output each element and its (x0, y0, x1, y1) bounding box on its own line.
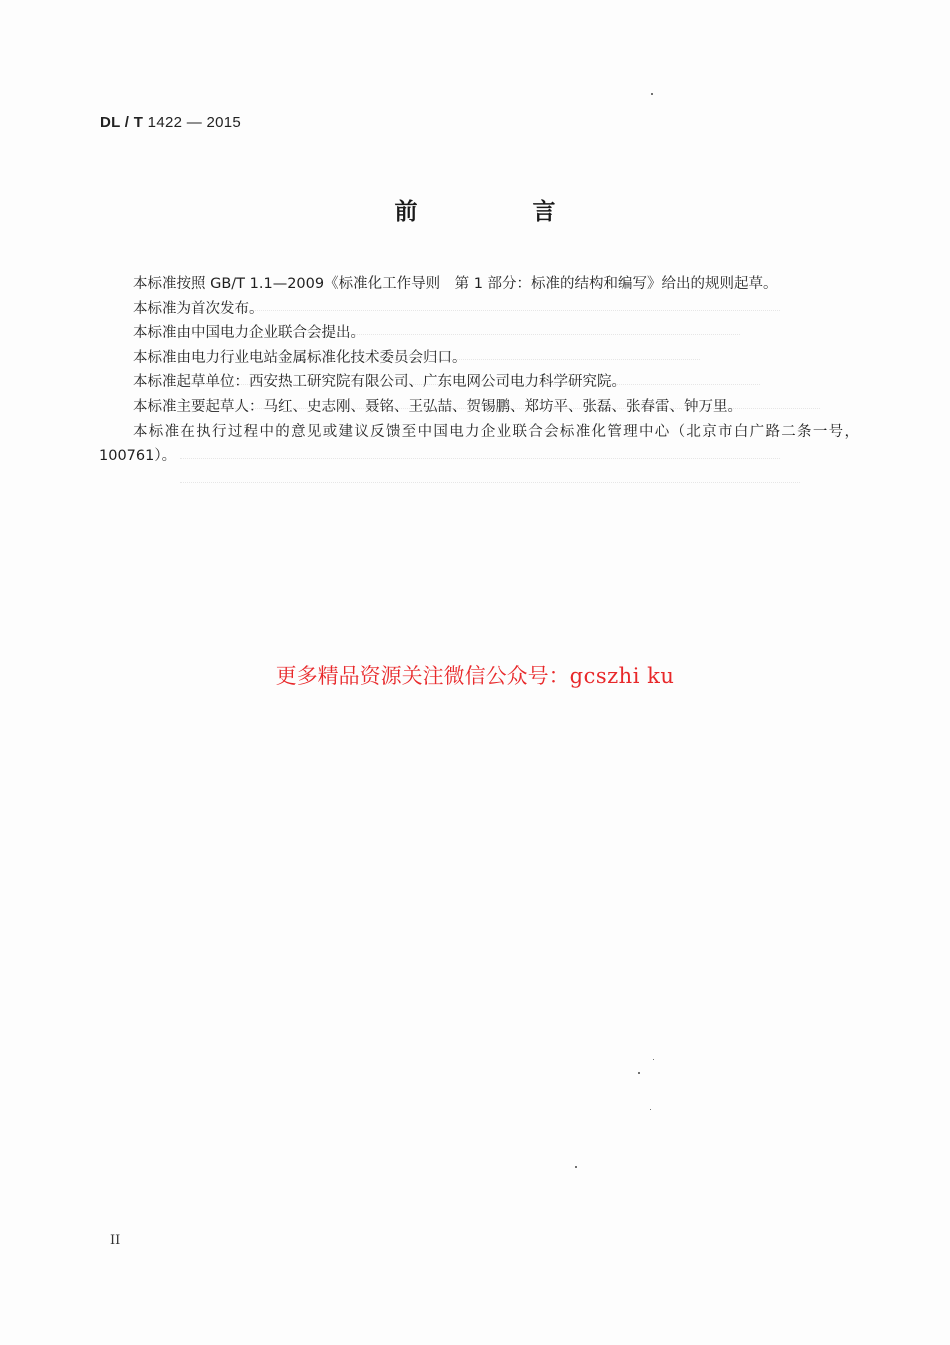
scan-speck (638, 1072, 640, 1074)
section-title: 前 言 (394, 199, 602, 225)
paragraph-drafting-units: 本标准起草单位：西安热工研究院有限公司、广东电网公司电力科学研究院。 (133, 374, 626, 391)
standard-code (100, 114, 241, 131)
scan-speck (651, 93, 653, 95)
paragraph-proposer: 本标准由中国电力企业联合会提出。 (133, 325, 365, 342)
paragraph-committee: 本标准由电力行业电站金属标准化技术委员会归口。 (133, 349, 467, 366)
promo-notice-text: 更多精品资源关注微信公众号： (275, 664, 570, 688)
promo-notice-account: gcszhi ku (569, 664, 675, 688)
scan-speck (653, 1059, 654, 1060)
promo-notice (0, 660, 950, 690)
paragraph-drafters: 本标准主要起草人：马红、史志刚、聂铭、王弘喆、贺锡鹏、郑坊平、张磊、张春雷、钟万里。 (133, 398, 742, 415)
standard-code-prefix: DL / T (100, 114, 144, 131)
paragraph-first-release: 本标准为首次发布。 (133, 300, 264, 317)
scan-speck (575, 1166, 577, 1168)
scan-speck (650, 1109, 651, 1110)
foreword-body (99, 272, 859, 469)
standard-code-number: 1422 — 2015 (147, 114, 242, 131)
page-number: II (110, 1233, 121, 1248)
paragraph-drafting-rules: 本标准按照 GB/T 1.1—2009《标准化工作导则 第 1 部分：标准的结构和编写》给出的规则起草。 (133, 276, 778, 292)
paragraph-feedback: 本标准在执行过程中的意见或建议反馈至中国电力企业联合会标准化管理中心（北京市白广路二条一号，100761）。 (99, 423, 859, 465)
